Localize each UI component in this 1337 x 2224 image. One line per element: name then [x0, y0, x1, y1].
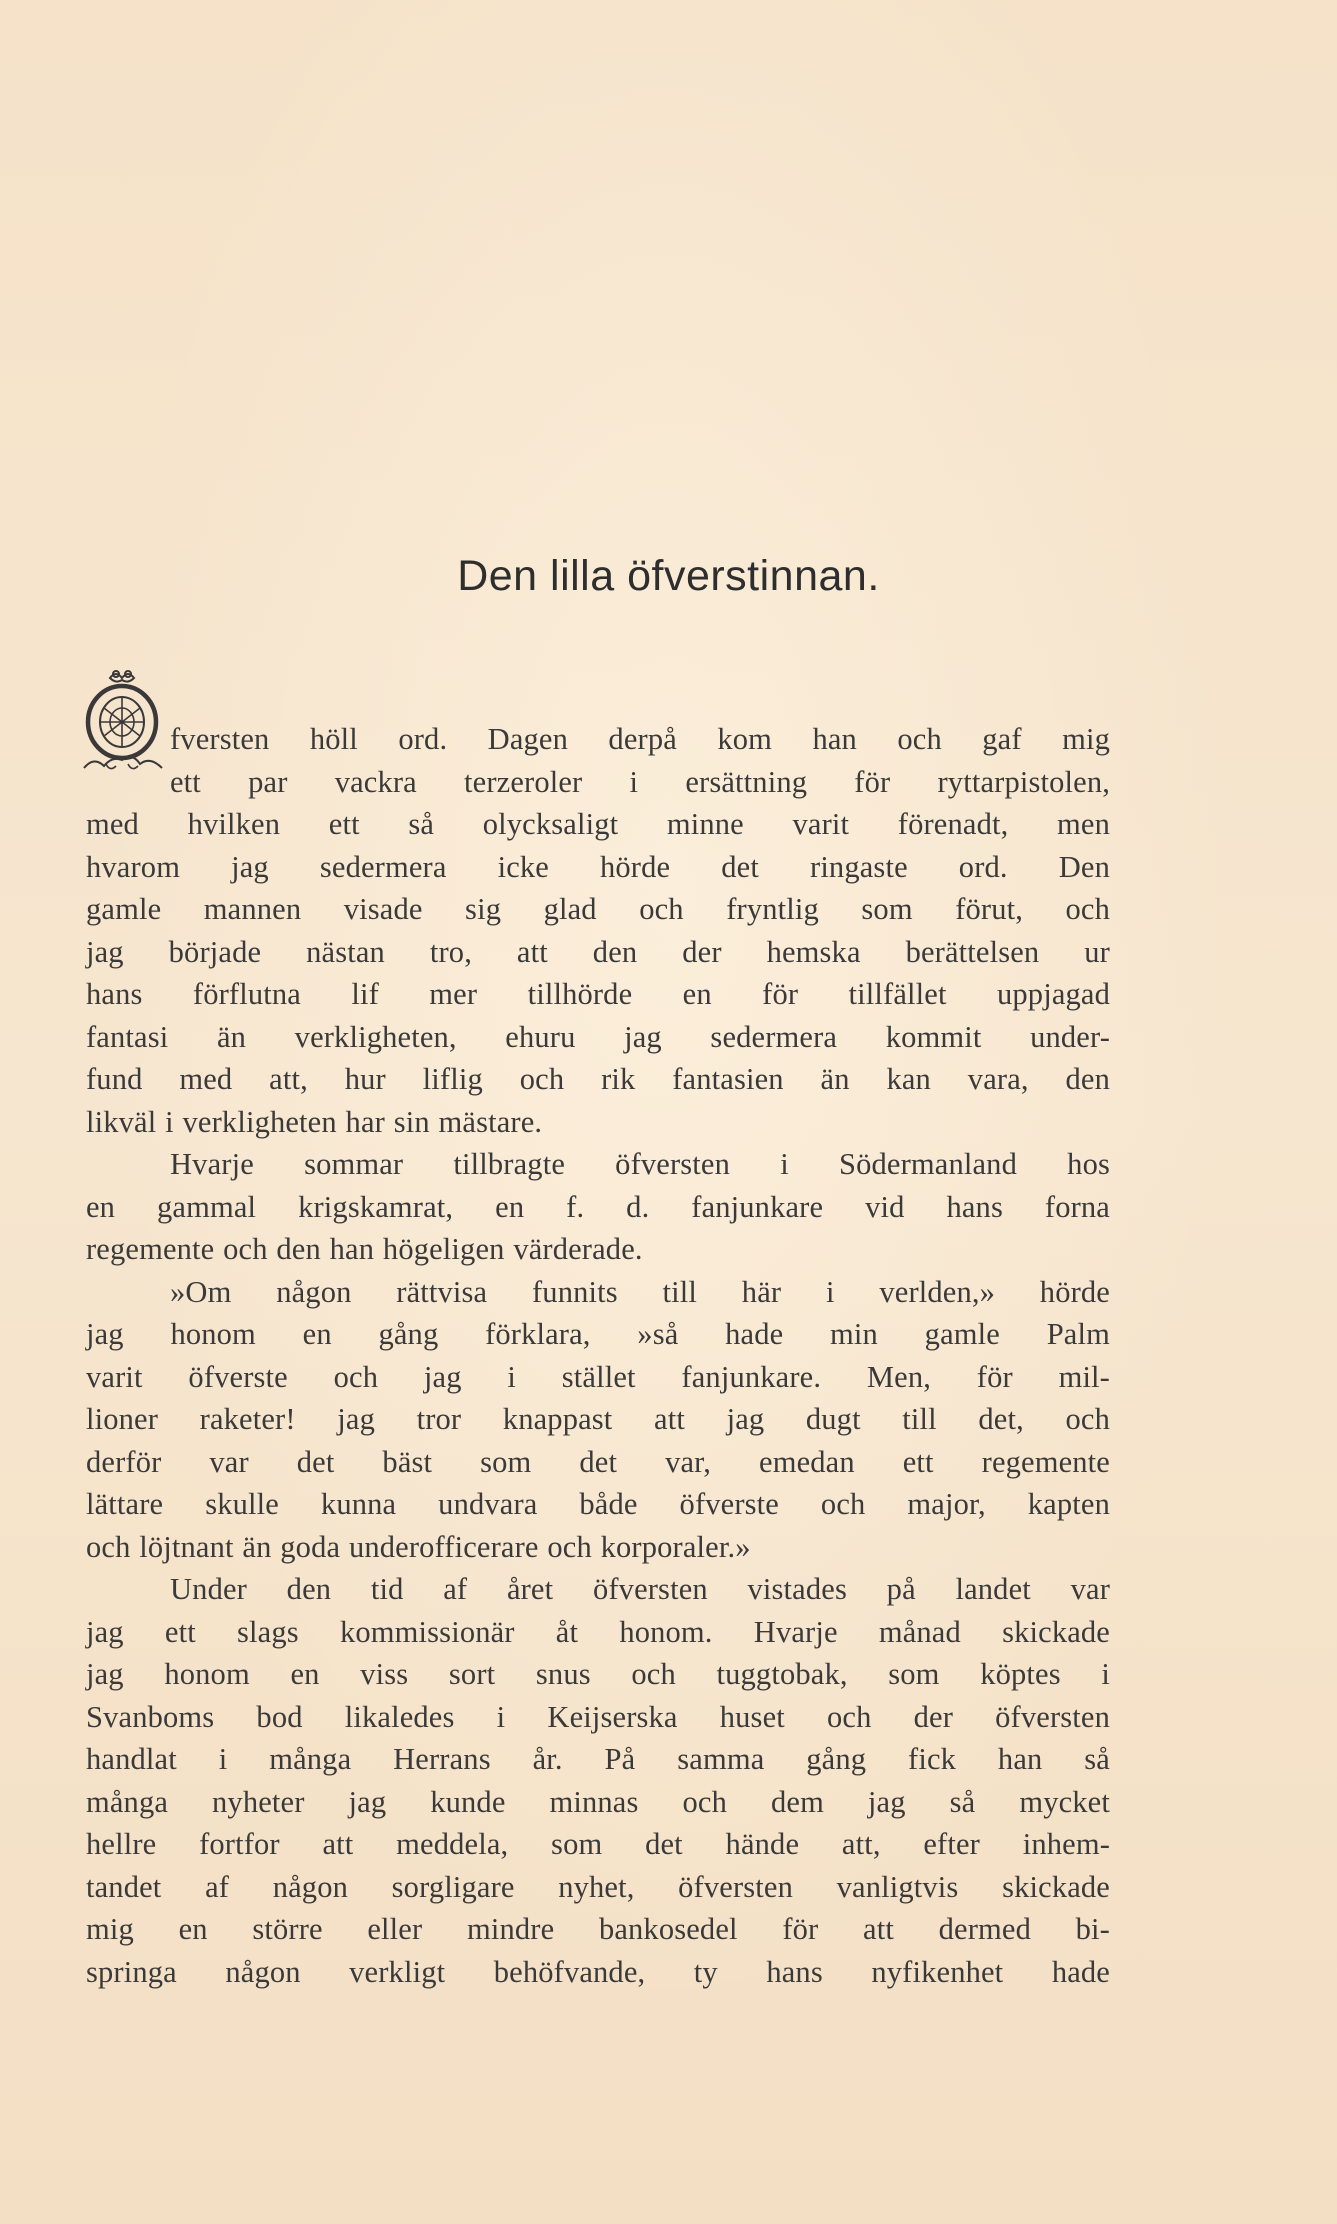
body-text — [86, 718, 1110, 1993]
text-line: hans förflutna lif mer tillhörde en för tillfället uppjagad — [86, 977, 1110, 1011]
text-line: varit öfverste och jag i stället fanjunkare. Men, för mil- — [86, 1359, 1110, 1394]
text-line: med hvilken ett så olycksaligt minne varit förenadt, men — [86, 807, 1110, 841]
text-line: jag började nästan tro, att den der hemska berättelsen ur — [86, 934, 1110, 969]
text-line: Hvarje sommar tillbragte öfversten i Södermanland hos — [170, 1147, 1110, 1181]
text-line: »Om någon rättvisa funnits till här i verlden,» hörde — [170, 1274, 1110, 1309]
text-line: Under den tid af året öfversten vistades på landet var — [170, 1572, 1110, 1606]
text-line: mig en större eller mindre bankosedel för att dermed bi- — [86, 1912, 1110, 1946]
text-line: ett par vackra terzeroler i ersättning för ryttarpistolen, — [170, 764, 1110, 799]
text-line: gamle mannen visade sig glad och fryntlig som förut, och — [86, 892, 1110, 926]
text-line: fantasi än verkligheten, ehuru jag sedermera kommit under- — [86, 1019, 1110, 1054]
text-line: likväl i verkligheten har sin mästare. — [86, 1104, 543, 1139]
text-line: fund med att, hur liflig och rik fantasien än kan vara, den — [86, 1062, 1110, 1096]
text-line: springa någon verkligt behöfvande, ty hans nyfikenhet hade — [86, 1954, 1110, 1989]
text-line: lättare skulle kunna undvara både öfverste och major, kapten — [86, 1487, 1110, 1521]
text-line: jag honom en gång förklara, »så hade min gamle Palm — [86, 1317, 1110, 1351]
text-line: hvarom jag sedermera icke hörde det ringaste ord. Den — [86, 849, 1110, 884]
chapter-title: Den lilla öfverstinnan. — [457, 552, 880, 600]
text-line: fversten höll ord. Dagen derpå kom han och gaf mig — [170, 722, 1110, 756]
text-line: handlat i många Herrans år. På samma gång fick han så — [86, 1742, 1110, 1776]
text-line: jag ett slags kommissionär åt honom. Hvarje månad skickade — [86, 1614, 1110, 1649]
text-line: regemente och den han högeligen värderade. — [86, 1232, 643, 1266]
text-line: lioner raketer! jag tror knappast att jag dugt till det, och — [86, 1402, 1110, 1436]
text-line: och löjtnant än goda underofficerare och korporaler.» — [86, 1529, 751, 1564]
text-line: tandet af någon sorgligare nyhet, öfversten vanligtvis skickade — [86, 1869, 1110, 1904]
text-line: Svanboms bod likaledes i Keijserska huset och der öfversten — [86, 1699, 1110, 1734]
text-line: derför var det bäst som det var, emedan ett regemente — [86, 1444, 1110, 1479]
text-line: jag honom en viss sort snus och tuggtobak, som köptes i — [86, 1657, 1110, 1691]
text-line: hellre fortfor att meddela, som det hände att, efter inhem- — [86, 1827, 1110, 1861]
text-line: en gammal krigskamrat, en f. d. fanjunkare vid hans forna — [86, 1189, 1110, 1224]
text-line: många nyheter jag kunde minnas och dem jag så mycket — [86, 1784, 1110, 1819]
